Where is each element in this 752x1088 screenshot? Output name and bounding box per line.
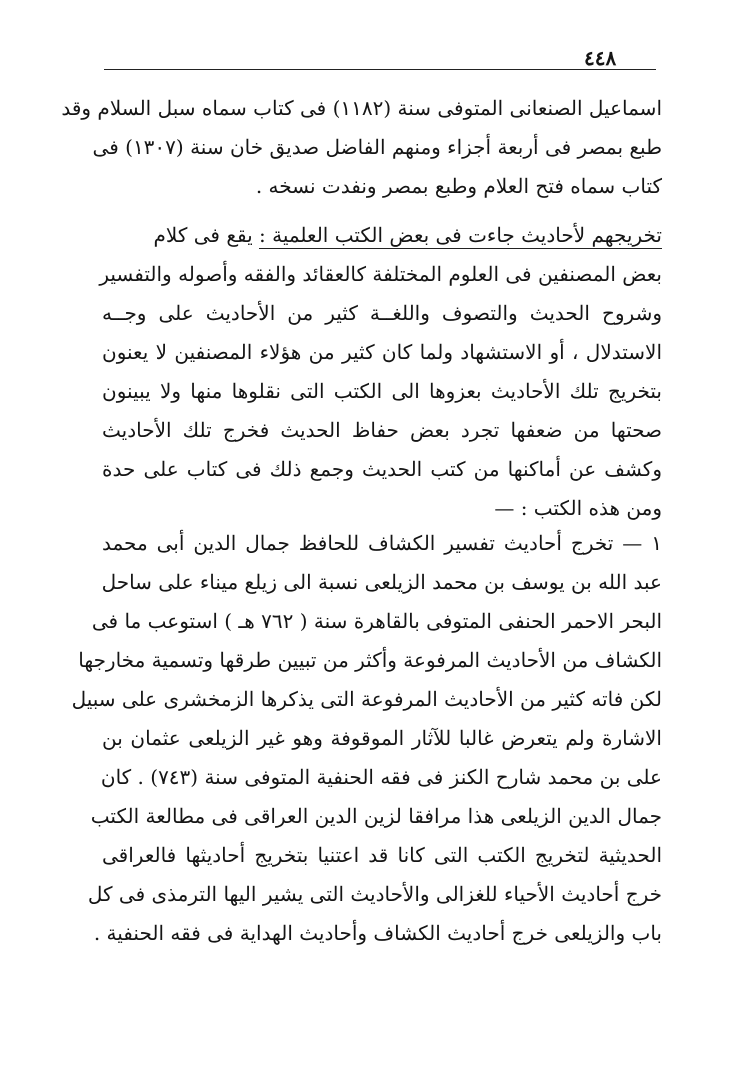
paragraph-3 (71, 524, 662, 953)
text-line: لكن فاته كثير من الأحاديث المرفوعة التى يذكرها الزمخشرى على سبيل (71, 687, 662, 711)
text-line: وشروح الحديث والتصوف واللغــة كثير من الأحاديث على وجــه (102, 301, 662, 325)
page-number: ٤٤٨ (584, 46, 617, 70)
text-line: طبع بمصر فى أربعة أجزاء ومنهم الفاضل صديق خان سنة (١٣٠٧) فى (92, 135, 662, 159)
text-line: الاستدلال ، أو الاستشهاد ولما كان كثير من هؤلاء المصنفين لا يعنون (102, 340, 662, 364)
text-line: الحديثية لتخريج الكتب التى كانا قد اعتنيا بتخريج أحاديثها فالعراقى (102, 843, 662, 867)
text-line: على بن محمد شارح الكنز فى فقه الحنفية المتوفى سنة (٧٤٣) . كان (100, 765, 662, 789)
section-heading-line (102, 216, 662, 255)
text-line: بعض المصنفين فى العلوم المختلفة كالعقائد والفقه وأصوله والتفسير (99, 262, 662, 286)
text-line: باب والزيلعى خرج أحاديث الكشاف وأحاديث الهداية فى فقه الحنفية . (93, 921, 662, 945)
section-heading-continuation: يقع فى كلام (153, 223, 253, 247)
text-line: الكشاف من الأحاديث المرفوعة وأكثر من تبيين طرقها وتسمية مخارجها (78, 648, 662, 672)
text-line: اسماعيل الصنعانى المتوفى سنة (١١٨٢) فى كتاب سماه سبل السلام وقد (61, 96, 662, 120)
text-line: صحتها من ضعفها تجرد بعض حفاظ الحديث فخرج تلك الأحاديث (102, 418, 662, 442)
text-line: جمال الدين الزيلعى هذا مرافقا لزين الدين العراقى فى مطالعة الكتب (90, 804, 662, 828)
text-line: عبد الله بن يوسف بن محمد الزيلعى نسبة الى زيلع ميناء على ساحل (101, 570, 662, 594)
header-rule (104, 69, 656, 70)
text-line: بتخريج تلك الأحاديث بعزوها الى الكتب التى نقلوها منها ولا يبينون (102, 379, 662, 403)
text-line: وكشف عن أماكنها من كتب الحديث وجمع ذلك فى كتاب على حدة (102, 457, 662, 481)
text-line: ومن هذه الكتب : — (494, 496, 662, 520)
text-line: البحر الاحمر الحنفى المتوفى بالقاهرة سنة ( ٧٦٢ هـ ) استوعب ما فى (91, 609, 662, 633)
paragraph-1 (61, 89, 662, 206)
paragraph-2 (99, 216, 662, 528)
text-line: كتاب سماه فتح العلام وطبع بمصر ونفدت نسخه . (255, 174, 662, 198)
text-line: ١ — تخرج أحاديث تفسير الكشاف للحافظ جمال الدين أبى محمد (102, 531, 662, 555)
section-heading: تخريجهم لأحاديث جاءت فى بعض الكتب العلمية : (259, 223, 662, 247)
text-line: الاشارة ولم يتعرض غالبا للآثار الموقوفة وهو غير الزيلعى عثمان بن (102, 726, 662, 750)
text-line: خرج أحاديث الأحياء للغزالى والأحاديث التى يشير اليها الترمذى فى كل (87, 882, 662, 906)
